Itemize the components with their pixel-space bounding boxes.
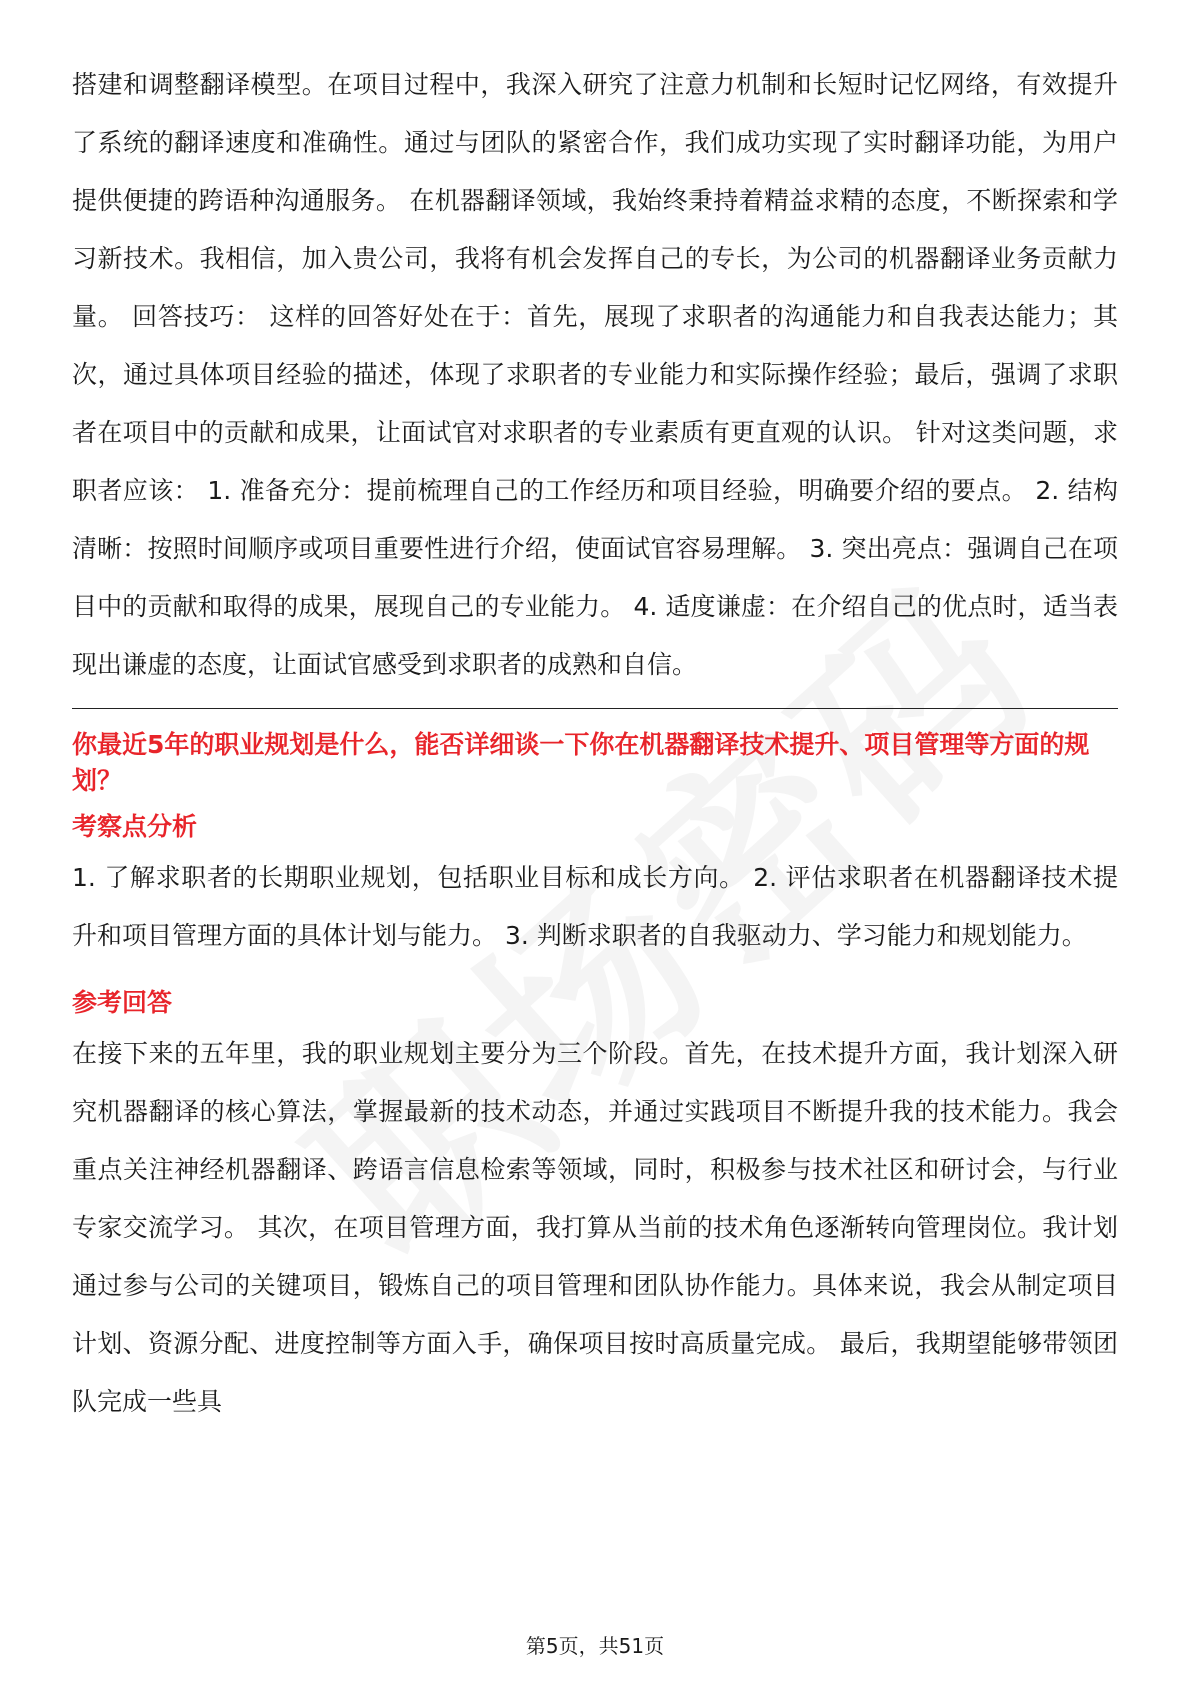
analysis-text: 1. 了解求职者的长期职业规划，包括职业目标和成长方向。 2. 评估求职者在机器翻译技术提升和项目管理方面的具体计划与能力。 3. 判断求职者的自我驱动力、学习能力和规划能力。 bbox=[72, 863, 1118, 950]
answer-text: 在接下来的五年里，我的职业规划主要分为三个阶段。首先，在技术提升方面，我计划深入研究机器翻译的核心算法，掌握最新的技术动态，并通过实践项目不断提升我的技术能力。我会重点关注神经机器翻译、跨语言信息检索等领域，同时，积极参与技术社区和研讨会，与行业专家交流学习。 其次，在项目管理方面，我打算从当前的技术角色逐渐转向管理岗位。我计划通过参与公司的关键项目，锻炼自己的项目管理和团队协作能力。具体来说，我会从制定项目计划、资源分配、进度控制等方面入手，确保项目按时高质量完成。 最后，我期望能够带领团队完成一些具 bbox=[72, 1039, 1118, 1416]
answer-heading: 参考回答 bbox=[72, 988, 173, 1017]
intro-paragraph: 搭建和调整翻译模型。在项目过程中，我深入研究了注意力机制和长短时记忆网络，有效提升了系统的翻译速度和准确性。通过与团队的紧密合作，我们成功实现了实时翻译功能，为用户提供便捷的跨语种沟通服务。 在机器翻译领域，我始终秉持着精益求精的态度，不断探索和学习新技术。我相信，加入贵公司，我将有机会发挥自己的专长，为公司的机器翻译业务贡献力量。 回答技巧： 这样的回答好处在于：首先，展现了求职者的沟通能力和自我表达能力；其次，通过具体项目经验的描述，体现了求职者的专业能力和实际操作经验；最后，强调了求职者在项目中的贡献和成果，让面试官对求职者的专业素质有更直观的认识。 针对这类问题，求职者应该： 1. 准备充分：提前梳理自己的工作经历和项目经验，明确要介绍的要点。 2. 结构清晰：按照时间顺序或项目重要性进行介绍，使面试官容易理解。 3. 突出亮点：强调自己在项目中的贡献和取得的成果，展现自己的专业能力。 4. 适度谦虚：在介绍自己的优点时，适当表现出谦虚的态度，让面试官感受到求职者的成熟和自信。 bbox=[72, 70, 1118, 679]
analysis-heading: 考察点分析 bbox=[72, 812, 198, 841]
page-number: 第5页，共51页 bbox=[525, 1634, 665, 1658]
page-content bbox=[72, 56, 1118, 1431]
question-title: 你最近5年的职业规划是什么，能否详细谈一下你在机器翻译技术提升、项目管理等方面的规划？ bbox=[72, 730, 1090, 795]
section-divider bbox=[72, 708, 1118, 709]
